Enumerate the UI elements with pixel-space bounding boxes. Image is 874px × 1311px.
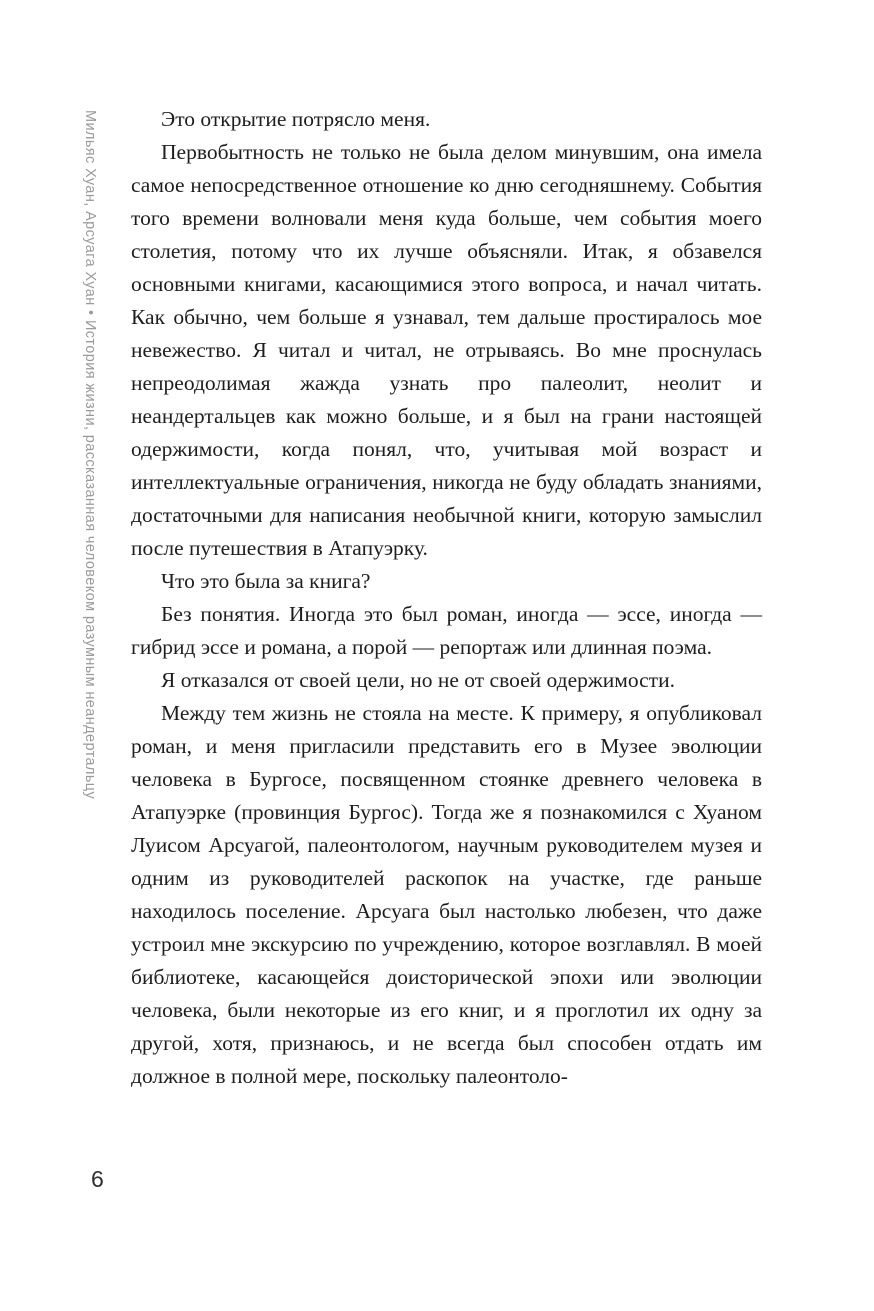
paragraph: Что это была за книга? — [161, 569, 371, 593]
paragraph: Без понятия. Иногда это был роман, иногда — эссе, иногда — гибрид эссе и романа, а порой — репортаж или длинная поэма. — [131, 602, 762, 659]
paragraph: Я отказался от своей цели, но не от своей одержимости. — [161, 668, 675, 692]
paragraph: Между тем жизнь не стояла на месте. К примеру, я опубликовал роман, и меня пригласили представить его в Музее эволюции человека в Бургосе, посвященном стоянке древнего человека в Атапуэрке (провинция Бургос). Тогда же я познакомился с Хуаном Луисом Арсуагой, палеонтологом, научным руководителем музея и одним из руководителей раскопок на участке, где раньше находилось поселение. Арсуага был настолько любезен, что даже устроил мне экскурсию по учреждению, которое возглавлял. В моей библиотеке, касающейся доисторической эпохи или эволюции человека, были некоторые из его книг, и я проглотил их одну за другой, хотя, признаюсь, и не всегда был способен отдать им должное в полной мере, поскольку палеонтоло- — [131, 701, 762, 1088]
page-number: 6 — [91, 1166, 104, 1192]
running-sidebar-title: Мильяс Хуан, Арсуага Хуан • История жизни, рассказанная человеком разумным неандертальцу — [82, 110, 98, 800]
body-text — [131, 103, 762, 1093]
paragraph: Это открытие потрясло меня. — [161, 107, 431, 131]
paragraph: Первобытность не только не была делом минувшим, она имела самое непосредственное отношение ко дню сегодняшнему. События того времени волновали меня куда больше, чем события моего столетия, потому что их лучше объясняли. Итак, я обзавелся основными книгами, касающимися этого вопроса, и начал читать. Как обычно, чем больше я узнавал, тем дальше простиралось мое невежество. Я читал и читал, не отрываясь. Во мне проснулась непреодолимая жажда узнать про палеолит, неолит и неандертальцев как можно больше, и я был на грани настоящей одержимости, когда понял, что, учитывая мой возраст и интеллектуальные ограничения, никогда не буду обладать знаниями, достаточными для написания необычной книги, которую замыслил после путешествия в Атапуэрку. — [131, 140, 762, 560]
